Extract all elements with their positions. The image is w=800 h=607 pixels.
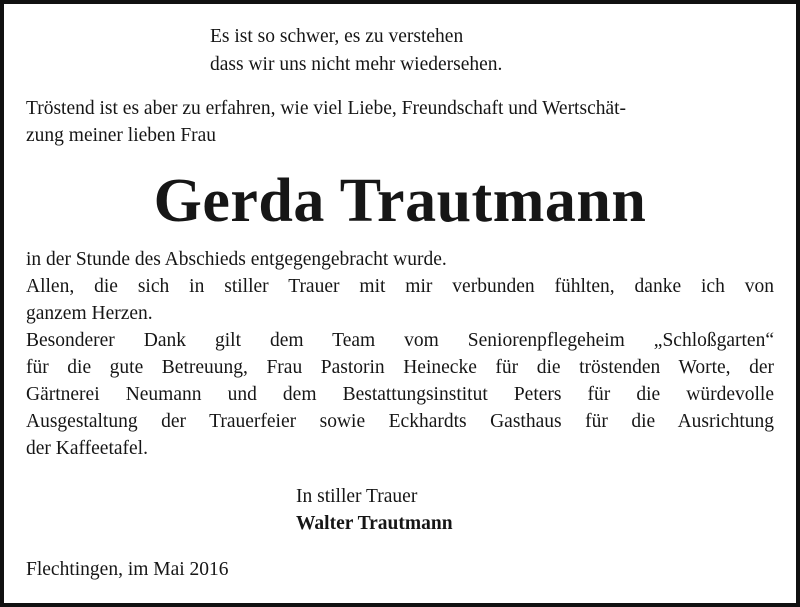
signer-name: Walter Trautmann	[296, 513, 453, 534]
closing-phrase: In stiller Trauer	[296, 486, 418, 507]
motto-line: dass wir uns nicht mehr wiedersehen.	[210, 54, 503, 75]
body-line: Ausgestaltung der Trauerfeier sowie Eckhardts Gasthaus für die Ausrichtung	[26, 411, 774, 432]
intro-paragraph	[26, 95, 774, 149]
body-line: der Kaffeetafel.	[26, 438, 148, 459]
body-line: Allen, die sich in stiller Trauer mit mir verbunden fühlten, danke ich von	[26, 276, 774, 297]
body-line: ganzem Herzen.	[26, 303, 153, 324]
closing-signature	[296, 483, 453, 537]
intro-line: zung meiner lieben Frau	[26, 125, 217, 146]
intro-line: Tröstend ist es aber zu erfahren, wie viel Liebe, Freundschaft und Wertschät-	[26, 98, 627, 119]
motto-verse	[210, 23, 502, 79]
deceased-name: Gerda Trautmann	[153, 167, 647, 235]
motto-line: Es ist so schwer, es zu verstehen	[210, 26, 464, 47]
body-line: in der Stunde des Abschieds entgegengebracht wurde.	[26, 249, 447, 270]
body-line: Gärtnerei Neumann und dem Bestattungsinstitut Peters für die würdevolle	[26, 384, 774, 405]
body-line: Besonderer Dank gilt dem Team vom Seniorenpflegeheim „Schloßgarten“	[26, 330, 774, 351]
thanks-paragraph	[26, 246, 774, 462]
body-line: für die gute Betreuung, Frau Pastorin Heinecke für die tröstenden Worte, der	[26, 357, 774, 378]
place-and-date: Flechtingen, im Mai 2016	[26, 559, 229, 580]
